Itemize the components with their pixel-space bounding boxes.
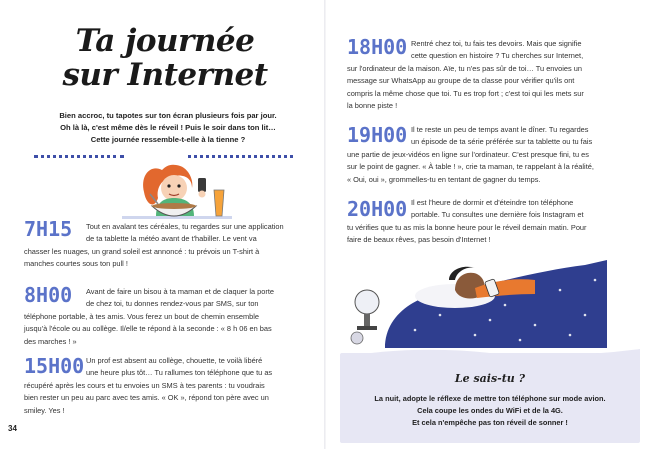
entry-0715-line: de ta tablette la météo avant de t'habiller. Le vent va — [86, 234, 257, 244]
entry-2000-line: tu vérifies que tu as mis la bonne heure pour le réveil demain matin. Pour — [347, 222, 587, 232]
did-you-know-heading: Le sais-tu ? — [454, 372, 526, 385]
time-2000: 20H00 — [347, 197, 408, 221]
time-1800: 18H00 — [347, 35, 408, 59]
entry-1800-line: compris la même chose que toi. Tu es trop fort ; c'est toi qui les mets sur — [347, 88, 584, 98]
time-0715: 7H15 — [24, 217, 73, 241]
entry-2000-line: faire de beaux rêves, pas besoin d'Internet ! — [347, 235, 491, 245]
entry-1500-line: récupéré après les cours et tu envoies un SMS à tes parents : tu voudrais — [24, 380, 265, 390]
time-1500: 15H00 — [24, 354, 85, 378]
did-you-know-box-top-edge — [340, 345, 640, 357]
entry-1500-text — [24, 355, 306, 417]
entry-0800-text — [24, 283, 306, 348]
entry-0800-line: téléphone portable, à tes amis. Vous ferez un bout de chemin ensemble — [24, 311, 260, 321]
did-you-know-line-2: Cela coupe les ondes du WiFi et de la 4G. — [417, 406, 563, 415]
girl-eating-cereal-illustration — [122, 158, 232, 228]
entry-1900-line: « Oui, oui », grommelles-tu en tentant de gagner du temps. — [347, 174, 541, 184]
entry-0715-line: Tout en avalant tes céréales, tu regardes sur une application — [86, 222, 284, 231]
entry-1900-line: sur le point de gagner. « À table ! », crie ta maman, te rappelant à la réalité, — [347, 162, 594, 172]
entry-1800-text — [347, 35, 633, 112]
boy-in-bed-with-phone-illustration — [345, 250, 615, 350]
entry-1500-line: smiley. Yes ! — [24, 405, 65, 415]
page-title — [40, 24, 290, 92]
intro-line-2: Oh là là, c'est même dès le réveil ! Puis le soir dans ton lit… — [60, 123, 276, 132]
did-you-know-line-3: Et cela n'empêche pas ton réveil de sonner ! — [412, 418, 568, 427]
entry-0800-line: jusqu'à l'école ou au collège. Il/elle te répond à la seconde : « 8 h 06 en bas — [24, 324, 272, 334]
entry-1500-line: Un prof est absent au collège, chouette, te voilà libéré — [86, 356, 263, 365]
entry-1800-line: Rentré chez toi, tu fais tes devoirs. Mais que signifie — [411, 39, 582, 48]
dotted-rule-left — [34, 155, 124, 158]
entry-1800-line: message sur WhatsApp au groupe de ta classe pour vérifier qu'ils ont — [347, 76, 575, 86]
entry-0800-line: de chez toi, tu donnes rendez-vous par SMS, sur ton — [86, 299, 259, 309]
entry-1500-line: une heure plus tôt… Tu rallumes ton téléphone que tu as — [86, 368, 273, 378]
entry-1900-text — [347, 124, 633, 186]
entry-1500-line: bien rester un peu au parc avec tes amis. « OK », répond ton père avec un — [24, 393, 269, 403]
entry-0715-line: chasser les nuages, un grand soleil est annoncé : tu prévois un T-shirt à — [24, 246, 260, 256]
intro-line-1: Bien accroc, tu tapotes sur ton écran plusieurs fois par jour. — [59, 111, 277, 120]
entry-1900-line: un épisode de ta série préférée sur ta tablette ou tu fais — [411, 137, 593, 147]
title-line-1: Ta journée — [75, 23, 255, 59]
entry-0800-line: Avant de faire un bisou à ta maman et de claquer la porte — [86, 287, 275, 296]
intro-text — [28, 110, 308, 146]
entry-1900-line: une partie de jeux-vidéos en ligne sur l'ordinateur. C'est presque fini, tu es — [347, 149, 589, 159]
entry-1800-line: sur l'ordinateur de la maison. Aïe, tu n'es pas sûr de toi… Tu envoies un — [347, 63, 582, 73]
alarm-clock-icon — [351, 332, 363, 344]
entry-0715-line: manches courtes sous ton pull ! — [24, 259, 128, 269]
entry-1800-line: cette question en histoire ? Tu cherches sur Internet, — [411, 51, 584, 61]
entry-2000-line: portable. Tu consultes une dernière fois Instagram et — [411, 210, 584, 220]
entry-1900-line: Il te reste un peu de temps avant le dîner. Tu regardes — [411, 125, 589, 134]
page-number-left: 34 — [8, 424, 17, 433]
entry-2000-text — [347, 197, 633, 247]
intro-line-3: Cette journée ressemble-t-elle à la tienne ? — [90, 135, 246, 144]
entry-0800-line: des marches ! » — [24, 336, 77, 346]
did-you-know-text — [340, 393, 640, 429]
bedside-lamp-icon — [355, 290, 379, 330]
did-you-know-line-1: La nuit, adopte le réflexe de mettre ton téléphone sur mode avion. — [374, 394, 606, 403]
entry-1800-line: la bonne piste ! — [347, 101, 398, 111]
entry-0715-text — [24, 221, 306, 271]
entry-2000-line: Il est l'heure de dormir et d'éteindre ton téléphone — [411, 198, 574, 207]
time-1900: 19H00 — [347, 123, 408, 147]
title-line-2: sur Internet — [62, 57, 268, 93]
time-0800: 8H00 — [24, 283, 73, 307]
